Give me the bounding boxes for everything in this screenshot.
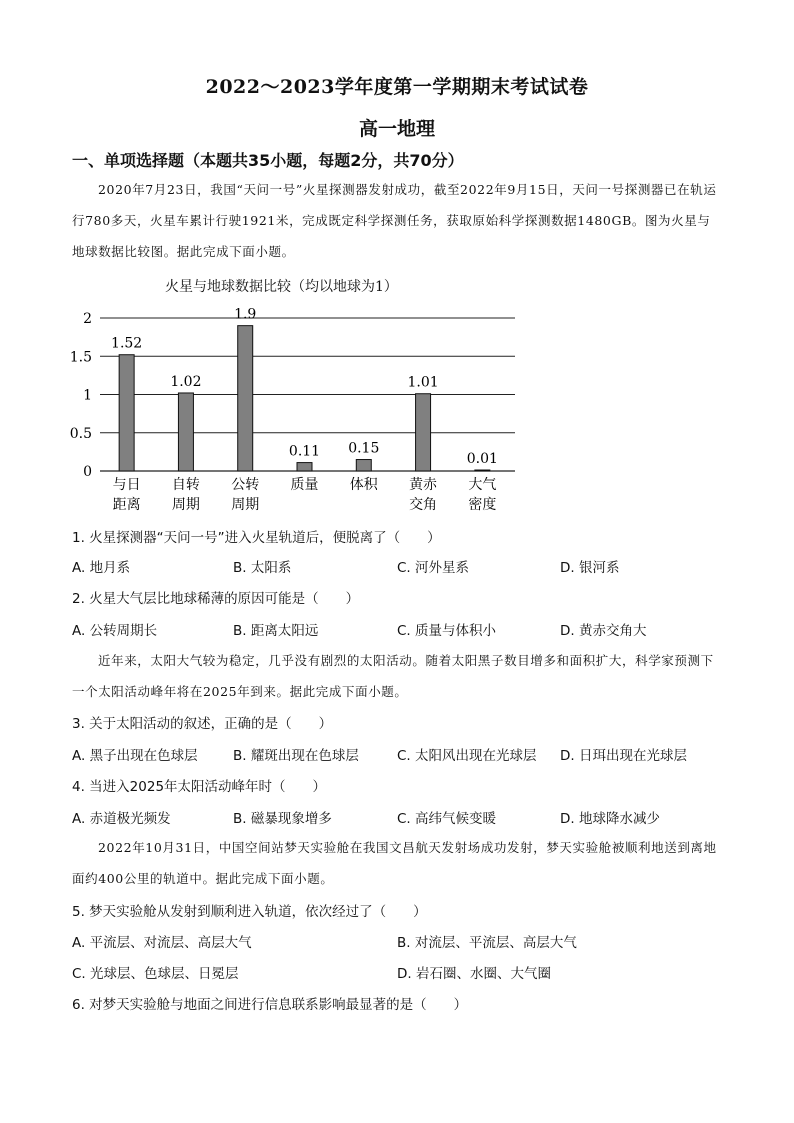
category-label: 交角: [409, 497, 438, 513]
mars-earth-bar-chart: [60, 300, 530, 515]
category-label: 周期: [231, 497, 260, 513]
category-label: 公转: [231, 477, 260, 493]
bar: [356, 460, 371, 471]
category-label: 周期: [171, 497, 200, 513]
q2-option-d[interactable]: D. 黄赤交角大: [560, 623, 647, 639]
passage-mars: 2020年7月23日，我国“天问一号”火星探测器发射成功，截至2022年9月15日，天问一号探测器已在轨运行780多天，火星车累计行驶1921米，完成既定科学探测任务，获取原始科学探测数据1480GB。图为火星与地球数据比较图。据此完成下面小题。: [72, 182, 717, 259]
y-tick-label: 0: [83, 464, 92, 480]
q3-option-d[interactable]: D. 日珥出现在光球层: [560, 748, 687, 764]
data-label: 0.01: [466, 451, 498, 467]
q1-option-c[interactable]: C. 河外星系: [397, 560, 470, 576]
data-label: 0.11: [288, 443, 321, 460]
bar: [416, 394, 431, 471]
question-5: 5. 梦天实验舱从发射到顺利进入轨道，依次经过了（ ）: [72, 904, 427, 920]
chart-title: 火星与地球数据比较（均以地球为1）: [165, 279, 398, 295]
question-4: 4. 当进入2025年太阳活动峰年时（ ）: [72, 779, 327, 795]
category-label: 与日: [112, 477, 141, 493]
section-heading: 一、单项选择题（本题共35小题，每题2分，共70分）: [72, 151, 464, 170]
data-label: 1.52: [111, 335, 143, 352]
category-label: 大气: [468, 477, 497, 493]
q5-option-c[interactable]: C. 光球层、色球层、日冕层: [72, 966, 239, 982]
category-label: 体积: [349, 477, 378, 493]
data-label: 1.9: [234, 306, 257, 323]
data-label: 1.01: [407, 374, 439, 391]
question-6: 6. 对梦天实验舱与地面之间进行信息联系影响最显著的是（ ）: [72, 997, 468, 1013]
category-label: 质量: [290, 477, 319, 493]
y-tick-label: 1.5: [69, 349, 92, 366]
y-tick-label: 1: [83, 387, 92, 404]
category-label: 自转: [171, 477, 200, 493]
question-3: 3. 关于太阳活动的叙述，正确的是（ ）: [72, 716, 333, 732]
q4-option-c[interactable]: C. 高纬气候变暖: [397, 811, 497, 827]
bar: [238, 326, 253, 471]
passage-mengtian: 2022年10月31日，中国空间站梦天实验舱在我国文昌航天发射场成功发射，梦天实验舱被顺利地送到离地面约400公里的轨道中。据此完成下面小题。: [72, 840, 717, 886]
y-tick-label: 0.5: [69, 425, 92, 442]
category-label: 黄赤: [409, 477, 438, 493]
y-tick-label: 2: [83, 311, 92, 327]
q3-option-c[interactable]: C. 太阳风出现在光球层: [397, 748, 537, 764]
question-2: 2. 火星大气层比地球稀薄的原因可能是（ ）: [72, 591, 360, 607]
exam-title: 2022～2023学年度第一学期期末考试试卷: [205, 76, 589, 98]
q3-option-a[interactable]: A. 黑子出现在色球层: [72, 748, 198, 764]
q4-option-b[interactable]: B. 磁暴现象增多: [233, 811, 332, 827]
q3-option-b[interactable]: B. 耀斑出现在色球层: [233, 748, 359, 764]
q2-option-a[interactable]: A. 公转周期长: [72, 623, 158, 639]
passage-solar: 近年来，太阳大气较为稳定，几乎没有剧烈的太阳活动。随着太阳黑子数目增多和面积扩大，科学家预测下一个太阳活动峰年将在2025年到来。据此完成下面小题。: [72, 653, 714, 699]
data-label: 1.02: [170, 373, 202, 390]
q1-option-d[interactable]: D. 银河系: [560, 560, 620, 576]
bar: [297, 463, 312, 471]
question-1: 1. 火星探测器“天问一号”进入火星轨道后，便脱离了（ ）: [72, 530, 441, 546]
category-label: 密度: [468, 497, 497, 513]
bar: [475, 470, 490, 471]
q2-option-b[interactable]: B. 距离太阳远: [233, 623, 319, 639]
q5-option-b[interactable]: B. 对流层、平流层、高层大气: [397, 935, 577, 951]
q2-option-c[interactable]: C. 质量与体积小: [397, 623, 497, 639]
q1-option-a[interactable]: A. 地月系: [72, 560, 131, 576]
category-label: 距离: [112, 497, 141, 513]
q5-option-a[interactable]: A. 平流层、对流层、高层大气: [72, 935, 252, 951]
q4-option-d[interactable]: D. 地球降水减少: [560, 811, 660, 827]
bar: [119, 355, 134, 471]
q4-option-a[interactable]: A. 赤道极光频发: [72, 811, 171, 827]
q1-option-b[interactable]: B. 太阳系: [233, 560, 292, 576]
bar: [178, 393, 193, 471]
data-label: 0.15: [348, 440, 380, 457]
subject-title: 高一地理: [358, 118, 435, 140]
q5-option-d[interactable]: D. 岩石圈、水圈、大气圈: [397, 966, 551, 982]
